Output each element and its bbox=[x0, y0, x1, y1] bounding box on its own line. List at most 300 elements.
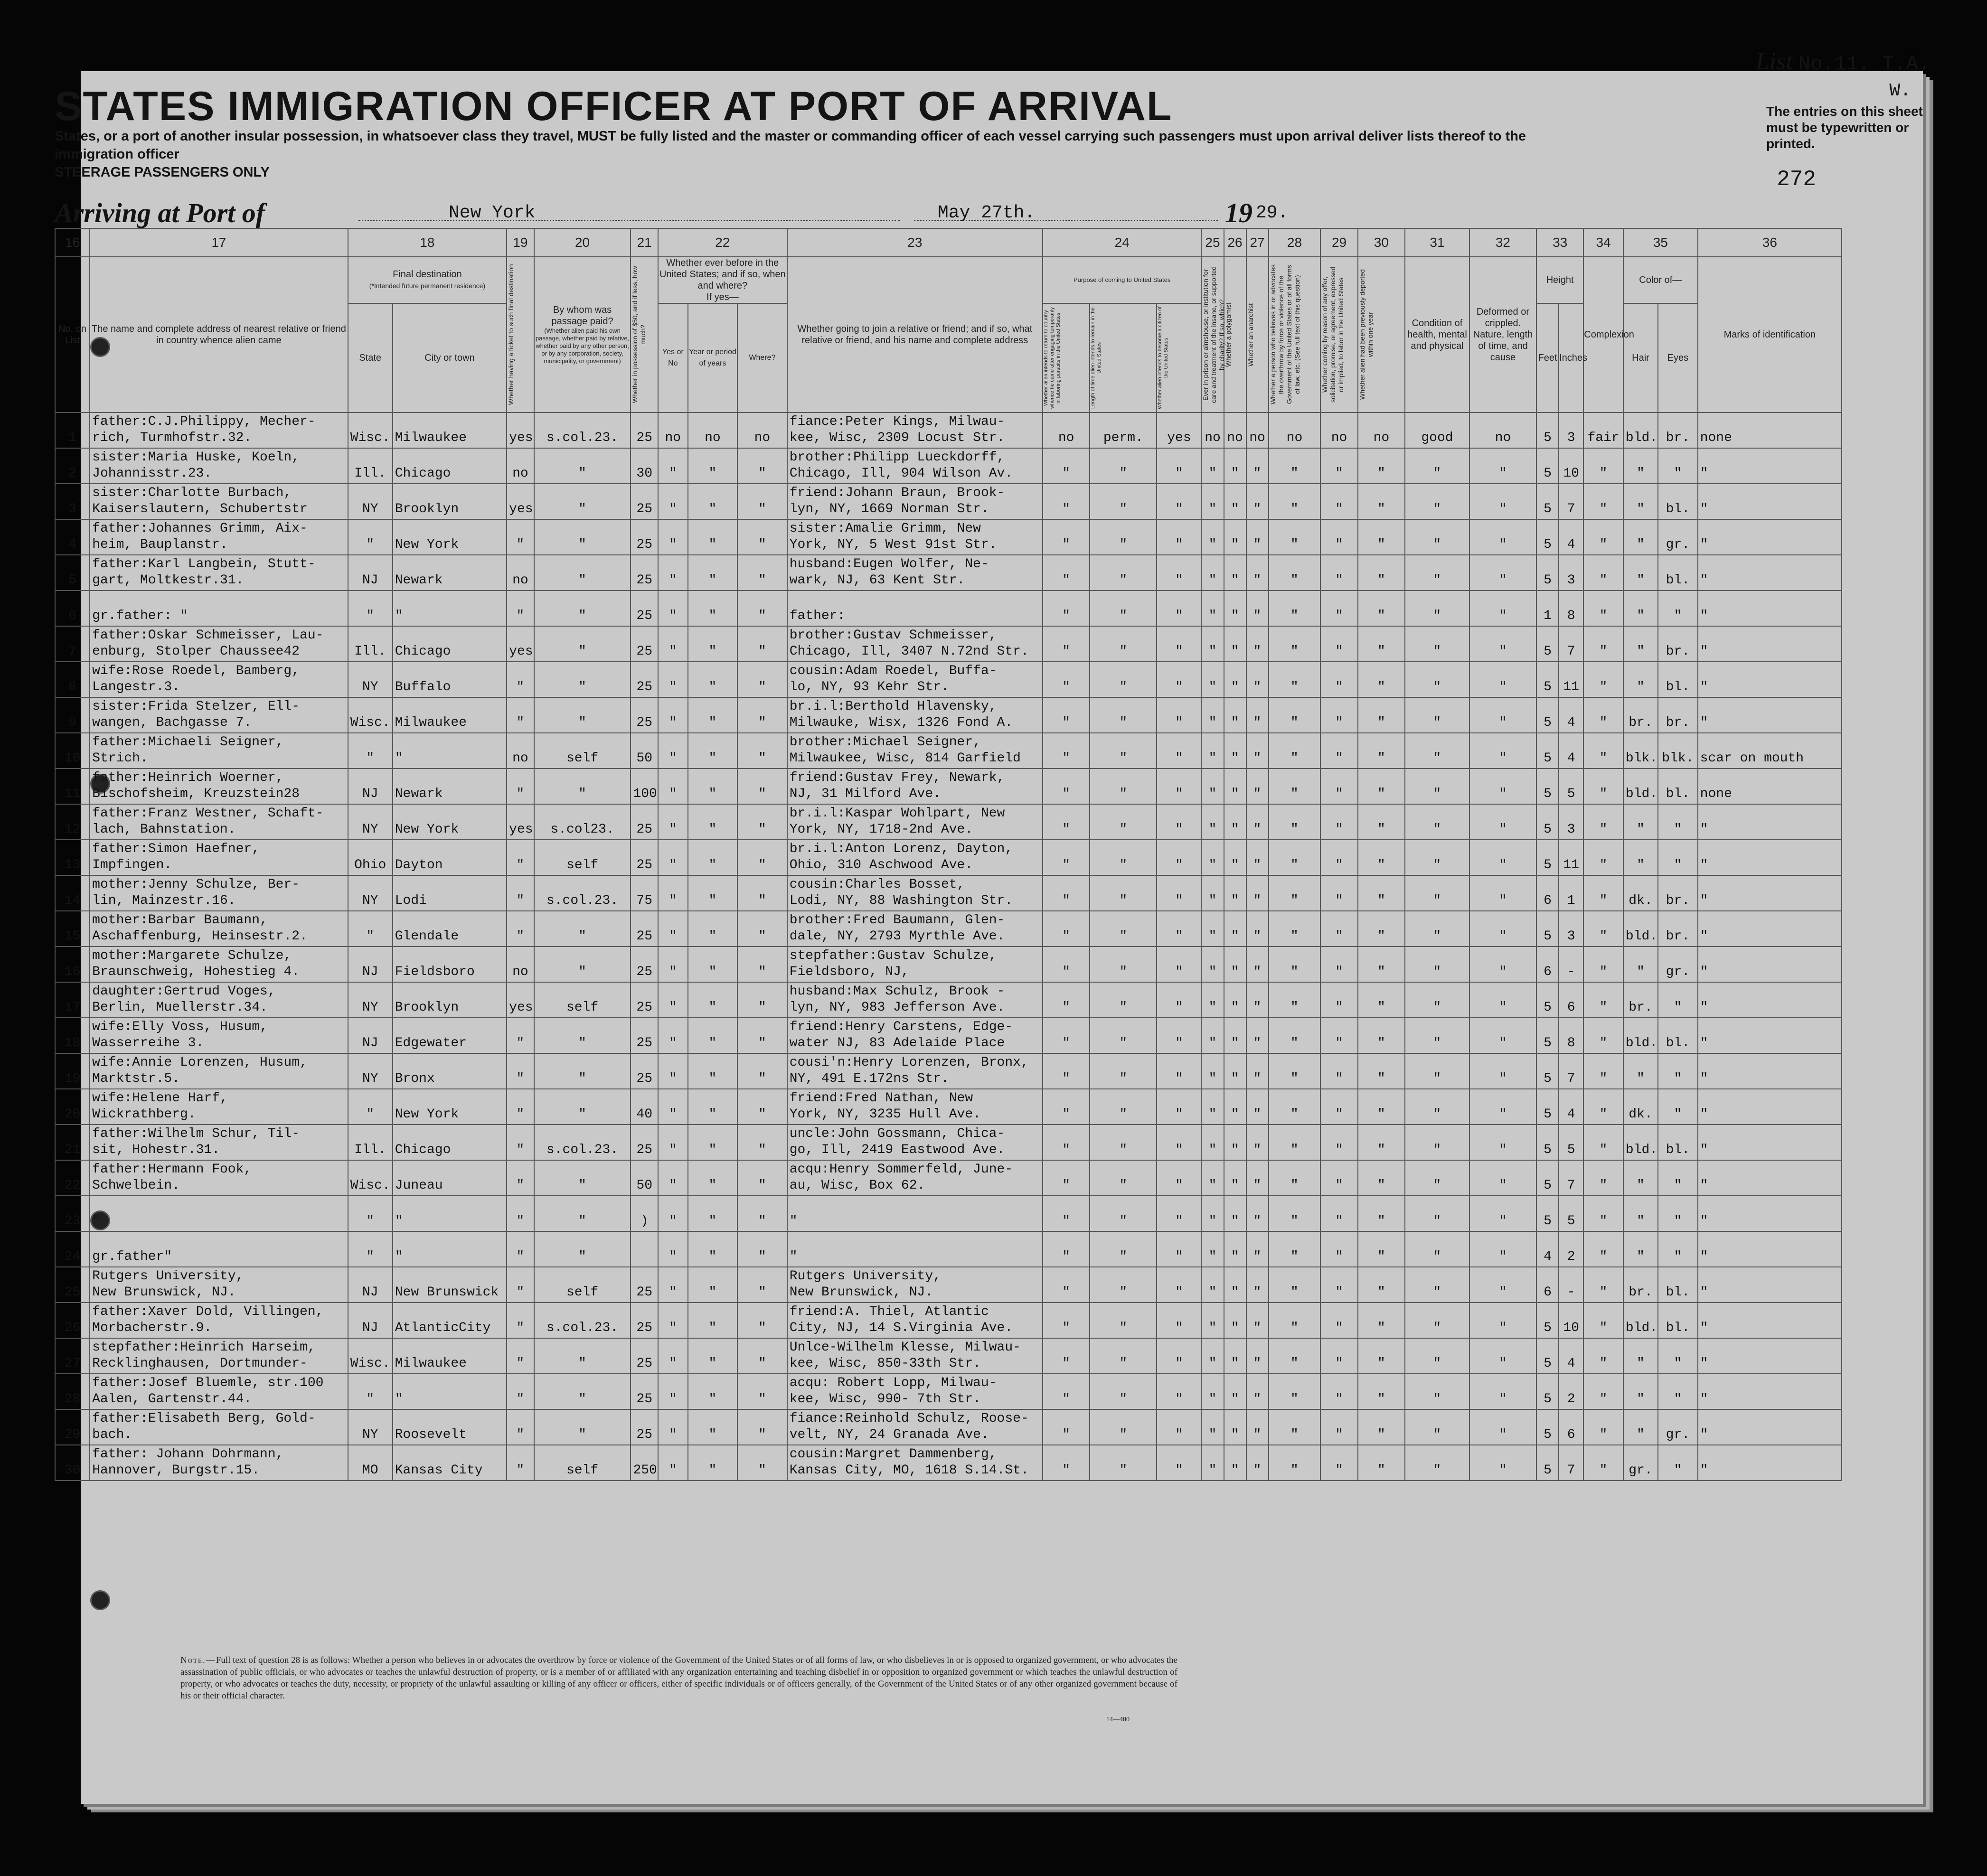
relative-cell bbox=[90, 1374, 348, 1409]
relative-cell-line: father:Hermann Fook, bbox=[92, 1162, 252, 1177]
complexion-cell: " bbox=[1583, 1125, 1623, 1160]
inches-cell: 7 bbox=[1559, 1160, 1583, 1196]
eyes-cell: " bbox=[1658, 804, 1698, 840]
ticket-cell: " bbox=[507, 1338, 534, 1374]
col-number: 27 bbox=[1246, 228, 1269, 257]
col30-cell: " bbox=[1358, 947, 1405, 982]
state-cell: " bbox=[348, 1231, 393, 1267]
paid-by-cell: " bbox=[534, 555, 631, 591]
money-cell: 50 bbox=[631, 733, 658, 769]
relative-cell-line: lin, Mainzestr.16. bbox=[92, 893, 236, 908]
purpose-return-cell: " bbox=[1043, 555, 1090, 591]
where-cell: " bbox=[737, 733, 787, 769]
eyes-cell: bl. bbox=[1658, 484, 1698, 519]
relative-cell-line: Wickrathberg. bbox=[92, 1107, 196, 1122]
money-cell: 25 bbox=[631, 1267, 658, 1303]
header-inches: Inches bbox=[1559, 303, 1583, 413]
city-cell: Newark bbox=[393, 769, 507, 804]
anarchist-cell: " bbox=[1246, 662, 1269, 697]
before-cell: " bbox=[658, 1125, 688, 1160]
col28-cell: " bbox=[1269, 1445, 1321, 1481]
inches-cell: 8 bbox=[1559, 1018, 1583, 1053]
list-label: List bbox=[1755, 48, 1793, 75]
complexion-cell: " bbox=[1583, 804, 1623, 840]
joining-cell-line: go, Ill, 2419 Eastwood Ave. bbox=[789, 1143, 1005, 1157]
hair-cell: bld. bbox=[1623, 769, 1658, 804]
relative-cell-line: Strich. bbox=[92, 751, 148, 766]
where-cell: " bbox=[737, 662, 787, 697]
row-number: 12 bbox=[55, 804, 90, 840]
header-feet: Feet bbox=[1536, 303, 1559, 413]
inches-cell: 6 bbox=[1559, 982, 1583, 1018]
state-cell: Ill. bbox=[348, 448, 393, 484]
where-cell: " bbox=[737, 875, 787, 911]
city-cell: " bbox=[393, 1374, 507, 1409]
purpose-length-cell: " bbox=[1090, 1160, 1157, 1196]
joining-cell bbox=[787, 1338, 1043, 1374]
row-number: 4 bbox=[55, 519, 90, 555]
state-cell: " bbox=[348, 1196, 393, 1231]
purpose-return-cell: " bbox=[1043, 1053, 1090, 1089]
purpose-citizen-cell: " bbox=[1157, 484, 1201, 519]
ticket-cell: " bbox=[507, 1409, 534, 1445]
col28-cell: " bbox=[1269, 448, 1321, 484]
year-cell: " bbox=[688, 519, 738, 555]
ticket-cell: yes bbox=[507, 484, 534, 519]
header-deformed: Deformed or crippled. Nature, length of time, and cause bbox=[1469, 257, 1536, 413]
paid-by-cell: self bbox=[534, 840, 631, 875]
col28-cell: " bbox=[1269, 1303, 1321, 1338]
col28-cell: " bbox=[1269, 555, 1321, 591]
purpose-return-cell: " bbox=[1043, 484, 1090, 519]
anarchist-cell: " bbox=[1246, 1338, 1269, 1374]
inches-cell: 6 bbox=[1559, 1409, 1583, 1445]
purpose-citizen-cell: " bbox=[1157, 1445, 1201, 1481]
hair-cell: " bbox=[1623, 555, 1658, 591]
ticket-cell: " bbox=[507, 1018, 534, 1053]
paid-by-cell: " bbox=[534, 662, 631, 697]
row-number: 28 bbox=[55, 1374, 90, 1409]
prison-cell: " bbox=[1201, 1196, 1224, 1231]
city-cell: New York bbox=[393, 1089, 507, 1125]
marks-cell: scar on mouth bbox=[1698, 733, 1842, 769]
before-cell: " bbox=[658, 1409, 688, 1445]
relative-cell-line: Wasserreihe 3. bbox=[92, 1036, 204, 1051]
before-cell: " bbox=[658, 1338, 688, 1374]
feet-cell: 5 bbox=[1536, 1018, 1559, 1053]
note-text: Full text of question 28 is as follows: Whether a person who believes in or advocates the overthrow by force or violence of the Government of the United States or of all forms of law, or who disbelieves in or is opposed to organized government, or who advocates the assassination of public officials, or who advocates or teaches the unlawful destruction of property, or is a member of or affiliated with any organization entertaining and teaching disbelief in or opposition to organized government or which teaches the unlawful destruction of property, or who advocates or teaches the duty, necessity, or propriety of the unlawful assaulting or killing of any officer or officers, either of specific individuals or of officers generally, of the Government of the United States or of any other organized government because of his or their official character. bbox=[180, 1655, 1177, 1701]
header-final-destination bbox=[348, 257, 507, 303]
joining-cell-line: " bbox=[789, 1214, 798, 1229]
purpose-return-cell: " bbox=[1043, 448, 1090, 484]
relative-cell-line bbox=[92, 1233, 346, 1249]
deformed-cell: " bbox=[1469, 982, 1536, 1018]
paid-by-cell: self bbox=[534, 1267, 631, 1303]
purpose-length-cell: " bbox=[1090, 733, 1157, 769]
prison-cell: " bbox=[1201, 555, 1224, 591]
relative-cell bbox=[90, 769, 348, 804]
inches-cell: 11 bbox=[1559, 662, 1583, 697]
money-cell: 25 bbox=[631, 1409, 658, 1445]
col-number: 25 bbox=[1201, 228, 1224, 257]
hair-cell: bld. bbox=[1623, 413, 1658, 448]
joining-cell bbox=[787, 1303, 1043, 1338]
header-complexion: Complexion bbox=[1583, 257, 1623, 413]
eyes-cell: " bbox=[1658, 1196, 1698, 1231]
deformed-cell: " bbox=[1469, 1338, 1536, 1374]
row-number: 1 bbox=[55, 413, 90, 448]
purpose-citizen-cell: " bbox=[1157, 448, 1201, 484]
purpose-citizen-cell: " bbox=[1157, 875, 1201, 911]
row-number: 11 bbox=[55, 769, 90, 804]
money-cell: 100 bbox=[631, 769, 658, 804]
marks-cell: " bbox=[1698, 804, 1842, 840]
eyes-cell: " bbox=[1658, 982, 1698, 1018]
feet-cell: 5 bbox=[1536, 555, 1559, 591]
anarchist-cell: " bbox=[1246, 519, 1269, 555]
joining-cell bbox=[787, 1374, 1043, 1409]
city-cell: Milwaukee bbox=[393, 697, 507, 733]
city-cell: Chicago bbox=[393, 1125, 507, 1160]
purpose-length-cell: " bbox=[1090, 875, 1157, 911]
header-where: Where? bbox=[737, 303, 787, 413]
health-cell: " bbox=[1405, 1445, 1469, 1481]
ticket-cell: yes bbox=[507, 413, 534, 448]
deformed-cell: " bbox=[1469, 769, 1536, 804]
city-cell: Lodi bbox=[393, 875, 507, 911]
joining-cell-line: NJ, 31 Milford Ave. bbox=[789, 787, 941, 801]
joining-cell-line: brother:Fred Baumann, Glen- bbox=[789, 913, 1005, 928]
inches-cell: 7 bbox=[1559, 484, 1583, 519]
feet-cell: 5 bbox=[1536, 1338, 1559, 1374]
table-row bbox=[55, 1409, 1842, 1445]
marks-cell: " bbox=[1698, 875, 1842, 911]
marks-cell: " bbox=[1698, 626, 1842, 662]
feet-cell: 4 bbox=[1536, 1231, 1559, 1267]
relative-cell bbox=[90, 555, 348, 591]
relative-cell bbox=[90, 1160, 348, 1196]
year-cell: " bbox=[688, 982, 738, 1018]
row-number: 9 bbox=[55, 697, 90, 733]
before-cell: " bbox=[658, 1267, 688, 1303]
health-cell: " bbox=[1405, 733, 1469, 769]
deformed-cell: " bbox=[1469, 1445, 1536, 1481]
ticket-cell: " bbox=[507, 591, 534, 626]
row-number: 10 bbox=[55, 733, 90, 769]
feet-cell: 5 bbox=[1536, 1374, 1559, 1409]
health-cell: " bbox=[1405, 769, 1469, 804]
relative-cell-line: sit, Hohestr.31. bbox=[92, 1143, 220, 1157]
where-cell: " bbox=[737, 1053, 787, 1089]
col29-cell: " bbox=[1320, 484, 1357, 519]
feet-cell: 5 bbox=[1536, 982, 1559, 1018]
joining-cell-line: lyn, NY, 1669 Norman Str. bbox=[789, 502, 989, 516]
purpose-citizen-cell: " bbox=[1157, 519, 1201, 555]
col-number: 36 bbox=[1698, 228, 1842, 257]
hair-cell: bld. bbox=[1623, 1303, 1658, 1338]
table-row bbox=[55, 804, 1842, 840]
city-cell: Roosevelt bbox=[393, 1409, 507, 1445]
year-cell: no bbox=[688, 413, 738, 448]
purpose-length-cell: " bbox=[1090, 591, 1157, 626]
money-cell: 25 bbox=[631, 982, 658, 1018]
col29-cell: " bbox=[1320, 591, 1357, 626]
relative-cell-line: Berlin, Muellerstr.34. bbox=[92, 1000, 268, 1015]
feet-cell: 5 bbox=[1536, 448, 1559, 484]
state-cell: Wisc. bbox=[348, 413, 393, 448]
purpose-return-cell: " bbox=[1043, 875, 1090, 911]
before-cell: " bbox=[658, 911, 688, 947]
before-cell: " bbox=[658, 1018, 688, 1053]
col30-cell: " bbox=[1358, 1160, 1405, 1196]
table-row bbox=[55, 1231, 1842, 1267]
year-cell: " bbox=[688, 1196, 738, 1231]
polygamist-cell: " bbox=[1224, 982, 1246, 1018]
relative-cell-line: wife:Rose Roedel, Bamberg, bbox=[92, 664, 300, 678]
col28-cell: " bbox=[1269, 1196, 1321, 1231]
marks-cell: " bbox=[1698, 1231, 1842, 1267]
eyes-cell: " bbox=[1658, 1160, 1698, 1196]
anarchist-cell: " bbox=[1246, 875, 1269, 911]
health-cell: " bbox=[1405, 519, 1469, 555]
prison-cell: " bbox=[1201, 484, 1224, 519]
row-number: 17 bbox=[55, 982, 90, 1018]
row-number: 8 bbox=[55, 662, 90, 697]
hair-cell: " bbox=[1623, 591, 1658, 626]
eyes-cell: " bbox=[1658, 1338, 1698, 1374]
col29-cell: " bbox=[1320, 911, 1357, 947]
joining-cell-line: Unlce-Wilhelm Klesse, Milwau- bbox=[789, 1340, 1021, 1355]
feet-cell: 1 bbox=[1536, 591, 1559, 626]
col30-cell: " bbox=[1358, 804, 1405, 840]
table-row bbox=[55, 769, 1842, 804]
header-col28 bbox=[1269, 257, 1321, 413]
hair-cell: " bbox=[1623, 947, 1658, 982]
year-cell: " bbox=[688, 1018, 738, 1053]
before-cell: " bbox=[658, 982, 688, 1018]
relative-cell-line: father:Michaeli Seigner, bbox=[92, 735, 284, 750]
col29-cell: " bbox=[1320, 555, 1357, 591]
relative-cell-line: wife:Helene Harf, bbox=[92, 1091, 228, 1106]
relative-cell-line bbox=[92, 592, 346, 608]
prison-cell: " bbox=[1201, 875, 1224, 911]
eyes-cell: br. bbox=[1658, 413, 1698, 448]
col28-cell: no bbox=[1269, 413, 1321, 448]
complexion-cell: " bbox=[1583, 1089, 1623, 1125]
joining-cell bbox=[787, 662, 1043, 697]
header-before-us bbox=[658, 257, 787, 303]
money-cell bbox=[631, 1231, 658, 1267]
ticket-cell: " bbox=[507, 769, 534, 804]
marks-cell: " bbox=[1698, 1409, 1842, 1445]
col30-cell: " bbox=[1358, 1231, 1405, 1267]
marks-cell: " bbox=[1698, 697, 1842, 733]
deformed-cell: " bbox=[1469, 519, 1536, 555]
joining-cell bbox=[787, 1089, 1043, 1125]
prison-cell: " bbox=[1201, 1125, 1224, 1160]
city-cell: Bronx bbox=[393, 1053, 507, 1089]
purpose-citizen-cell: " bbox=[1157, 733, 1201, 769]
row-number: 5 bbox=[55, 555, 90, 591]
anarchist-cell: " bbox=[1246, 1303, 1269, 1338]
state-cell: MO bbox=[348, 1445, 393, 1481]
money-cell: 25 bbox=[631, 626, 658, 662]
year-cell: " bbox=[688, 662, 738, 697]
paid-by-cell: " bbox=[534, 626, 631, 662]
relative-cell-line: New Brunswick, NJ. bbox=[92, 1285, 236, 1300]
ticket-cell: " bbox=[507, 662, 534, 697]
table-row bbox=[55, 1089, 1842, 1125]
prison-cell: " bbox=[1201, 1160, 1224, 1196]
prison-cell: " bbox=[1201, 591, 1224, 626]
col29-cell: " bbox=[1320, 947, 1357, 982]
complexion-cell: " bbox=[1583, 1053, 1623, 1089]
eyes-cell: br. bbox=[1658, 697, 1698, 733]
purpose-length-cell: " bbox=[1090, 626, 1157, 662]
year-prefix: 19 bbox=[1225, 197, 1252, 228]
paid-by-cell: s.col.23. bbox=[534, 875, 631, 911]
col28-cell: " bbox=[1269, 804, 1321, 840]
purpose-citizen-cell: " bbox=[1157, 982, 1201, 1018]
table-row bbox=[55, 1445, 1842, 1481]
joining-cell bbox=[787, 1409, 1043, 1445]
purpose-citizen-cell: " bbox=[1157, 555, 1201, 591]
money-cell: 75 bbox=[631, 875, 658, 911]
purpose-length-cell: " bbox=[1090, 1409, 1157, 1445]
eyes-cell: " bbox=[1658, 1374, 1698, 1409]
joining-cell bbox=[787, 1267, 1043, 1303]
paid-by-cell: " bbox=[534, 911, 631, 947]
marks-cell: " bbox=[1698, 1338, 1842, 1374]
feet-cell: 5 bbox=[1536, 662, 1559, 697]
col29-cell: " bbox=[1320, 626, 1357, 662]
relative-cell bbox=[90, 626, 348, 662]
before-cell: " bbox=[658, 1160, 688, 1196]
purpose-citizen-cell: " bbox=[1157, 1267, 1201, 1303]
prison-cell: " bbox=[1201, 1018, 1224, 1053]
header-joining: Whether going to join a relative or friend; and if so, what relative or friend, and his name and complete address bbox=[787, 257, 1043, 413]
header-no-on-list: No. on List bbox=[55, 257, 90, 413]
relative-cell-line: Aschaffenburg, Heinsestr.2. bbox=[92, 929, 308, 944]
purpose-return-cell: " bbox=[1043, 1338, 1090, 1374]
joining-cell-line: water NJ, 83 Adelaide Place bbox=[789, 1036, 1005, 1051]
polygamist-cell: " bbox=[1224, 911, 1246, 947]
deformed-cell: " bbox=[1469, 1089, 1536, 1125]
where-cell: " bbox=[737, 591, 787, 626]
money-cell: 25 bbox=[631, 911, 658, 947]
row-number: 21 bbox=[55, 1125, 90, 1160]
marks-cell: " bbox=[1698, 1196, 1842, 1231]
joining-cell bbox=[787, 840, 1043, 875]
where-cell: " bbox=[737, 1125, 787, 1160]
ticket-cell: " bbox=[507, 911, 534, 947]
inches-cell: - bbox=[1559, 1267, 1583, 1303]
row-number: 24 bbox=[55, 1231, 90, 1267]
prison-cell: " bbox=[1201, 1374, 1224, 1409]
eyes-cell: bl. bbox=[1658, 1018, 1698, 1053]
purpose-citizen-cell: " bbox=[1157, 1125, 1201, 1160]
relative-cell bbox=[90, 840, 348, 875]
paid-by-cell: " bbox=[534, 1338, 631, 1374]
table-row bbox=[55, 1018, 1842, 1053]
paid-by-cell: " bbox=[534, 697, 631, 733]
eyes-cell: " bbox=[1658, 1053, 1698, 1089]
feet-cell: 5 bbox=[1536, 626, 1559, 662]
row-number: 30 bbox=[55, 1445, 90, 1481]
polygamist-cell: " bbox=[1224, 1089, 1246, 1125]
money-label: Whether in possession of $50, and if less, how much? bbox=[631, 266, 647, 403]
complexion-cell: " bbox=[1583, 947, 1623, 982]
ticket-cell: no bbox=[507, 733, 534, 769]
ticket-cell: " bbox=[507, 1374, 534, 1409]
deformed-cell: " bbox=[1469, 591, 1536, 626]
eyes-cell: br. bbox=[1658, 911, 1698, 947]
header-row-top bbox=[55, 257, 1842, 303]
where-cell: " bbox=[737, 1445, 787, 1481]
table-row bbox=[55, 484, 1842, 519]
row-number: 25 bbox=[55, 1267, 90, 1303]
purpose-return-cell: " bbox=[1043, 769, 1090, 804]
relative-cell bbox=[90, 1303, 348, 1338]
feet-cell: 6 bbox=[1536, 875, 1559, 911]
relative-cell bbox=[90, 519, 348, 555]
table-row bbox=[55, 1053, 1842, 1089]
relative-cell bbox=[90, 1018, 348, 1053]
where-cell: " bbox=[737, 448, 787, 484]
row-number: 7 bbox=[55, 626, 90, 662]
ticket-cell: " bbox=[507, 1196, 534, 1231]
table-row bbox=[55, 519, 1842, 555]
marks-cell: " bbox=[1698, 1125, 1842, 1160]
deformed-cell: " bbox=[1469, 1125, 1536, 1160]
joining-cell-line: velt, NY, 24 Granada Ave. bbox=[789, 1427, 989, 1442]
health-cell: " bbox=[1405, 1374, 1469, 1409]
anarchist-cell: " bbox=[1246, 840, 1269, 875]
col29-cell: " bbox=[1320, 519, 1357, 555]
purpose-length-cell: " bbox=[1090, 1374, 1157, 1409]
col29-cell: " bbox=[1320, 804, 1357, 840]
polygamist-cell: " bbox=[1224, 448, 1246, 484]
inches-cell: 3 bbox=[1559, 413, 1583, 448]
col29-cell: no bbox=[1320, 413, 1357, 448]
col29-cell: " bbox=[1320, 1409, 1357, 1445]
anarchist-cell: " bbox=[1246, 1089, 1269, 1125]
joining-cell bbox=[787, 804, 1043, 840]
complexion-cell: " bbox=[1583, 448, 1623, 484]
joining-cell-line: cousin:Margret Dammenberg, bbox=[789, 1447, 997, 1462]
relative-cell bbox=[90, 1409, 348, 1445]
purpose-return-cell: " bbox=[1043, 1018, 1090, 1053]
state-cell: " bbox=[348, 1374, 393, 1409]
ticket-cell: " bbox=[507, 1160, 534, 1196]
feet-cell: 6 bbox=[1536, 1267, 1559, 1303]
feet-cell: 5 bbox=[1536, 911, 1559, 947]
city-cell: " bbox=[393, 733, 507, 769]
deformed-cell: no bbox=[1469, 413, 1536, 448]
paid-by-cell: " bbox=[534, 1374, 631, 1409]
deformed-cell: " bbox=[1469, 1409, 1536, 1445]
before-cell: " bbox=[658, 484, 688, 519]
marks-cell: " bbox=[1698, 1445, 1842, 1481]
prison-cell: " bbox=[1201, 840, 1224, 875]
state-cell: NJ bbox=[348, 947, 393, 982]
money-cell: 30 bbox=[631, 448, 658, 484]
col29-cell: " bbox=[1320, 1160, 1357, 1196]
relative-cell-line: Langestr.3. bbox=[92, 680, 180, 694]
feet-cell: 6 bbox=[1536, 947, 1559, 982]
health-cell: " bbox=[1405, 947, 1469, 982]
purpose-return-cell: " bbox=[1043, 1125, 1090, 1160]
